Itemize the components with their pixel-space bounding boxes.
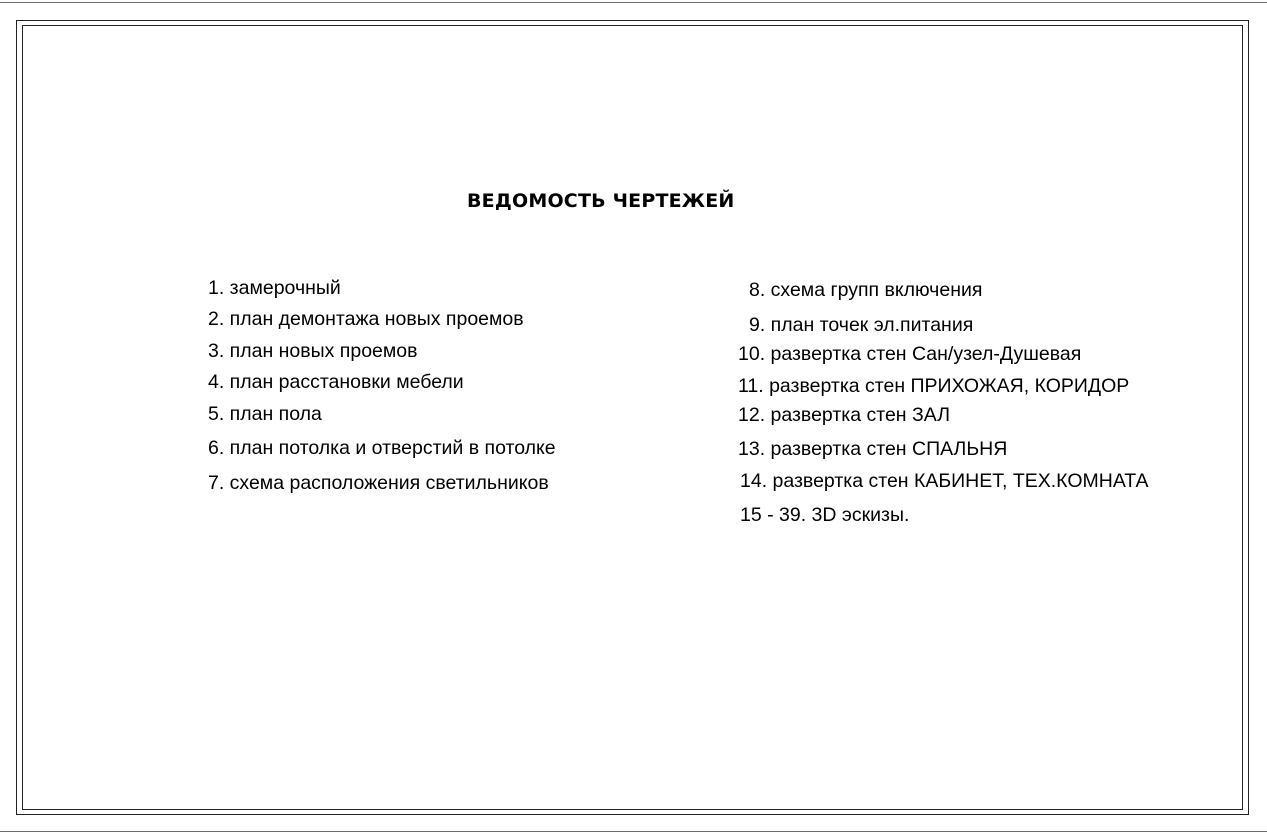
list-item: 12. развертка стен ЗАЛ <box>738 404 950 426</box>
document-title: ВЕДОМОСТЬ ЧЕРТЕЖЕЙ <box>467 190 735 212</box>
list-item: 2. план демонтажа новых проемов <box>208 308 524 330</box>
list-item: 15 - 39. 3D эскизы. <box>740 504 910 526</box>
list-item: 6. план потолка и отверстий в потолке <box>208 437 556 459</box>
list-item: 14. развертка стен КАБИНЕТ, ТЕХ.КОМНАТА <box>740 470 1149 492</box>
list-item: 7. схема расположения светильников <box>208 472 549 494</box>
list-item: 13. развертка стен СПАЛЬНЯ <box>738 438 1008 460</box>
list-item: 9. план точек эл.питания <box>749 314 974 336</box>
list-item: 10. развертка стен Сан/узел-Душевая <box>738 343 1082 365</box>
list-item: 11. развертка стен ПРИХОЖАЯ, КОРИДОР <box>738 375 1130 397</box>
inner-frame <box>22 25 1243 810</box>
bottom-rule <box>0 831 1267 832</box>
list-item: 4. план расстановки мебели <box>208 371 464 393</box>
list-item: 8. схема групп включения <box>749 279 983 301</box>
list-item: 5. план пола <box>208 403 322 425</box>
top-rule <box>0 2 1267 3</box>
list-item: 3. план новых проемов <box>208 340 418 362</box>
list-item: 1. замерочный <box>208 277 341 299</box>
